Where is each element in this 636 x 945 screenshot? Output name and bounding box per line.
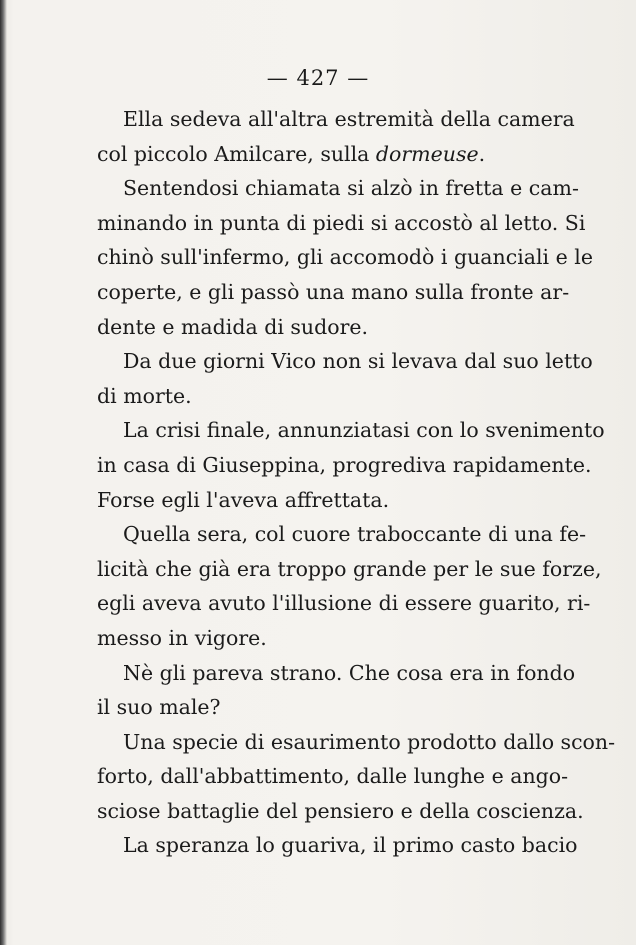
page-number: — 427 — xyxy=(266,66,370,90)
text-line: dente e madida di sudore. xyxy=(97,314,369,339)
text-line: Quella sera, col cuore traboccante di una fe- xyxy=(123,522,587,547)
text-line: Forse egli l'aveva affrettata. xyxy=(97,487,390,512)
page-spine-shadow xyxy=(0,0,7,945)
text-line: Ella sedeva all'altra estremità della camera xyxy=(123,107,575,131)
text-line: egli aveva avuto l'illusione di essere guarito, ri- xyxy=(97,591,591,616)
text-line: di morte. xyxy=(97,383,192,408)
text-line: Nè gli pareva strano. Che cosa era in fondo xyxy=(123,660,576,685)
text-line: La crisi finale, annunziatasi con lo svenimento xyxy=(123,418,605,443)
text-line: La speranza lo guariva, il primo casto bacio xyxy=(123,833,578,858)
text-line: minando in punta di piedi si accostò al letto. Si xyxy=(97,210,586,235)
text-line: chinò sull'infermo, gli accomodò i guanciali e le xyxy=(97,245,593,270)
text-line: messo in vigore. xyxy=(97,625,267,650)
text-line: sciose battaglie del pensiero e della coscienza. xyxy=(97,798,584,823)
body-text xyxy=(97,102,616,863)
text-line: coperte, e gli passò una mano sulla fronte ar- xyxy=(97,279,570,304)
text-line: licità che già era troppo grande per le sue forze, xyxy=(97,556,602,581)
text-line: forto, dall'abbattimento, dalle lunghe e ango- xyxy=(97,764,569,789)
text-line: Da due giorni Vico non si levava dal suo letto xyxy=(123,349,593,374)
text-line: col piccolo Amilcare, sulla dormeuse. xyxy=(97,141,486,166)
italic-word: dormeuse xyxy=(375,141,479,166)
text-line: Sentendosi chiamata si alzò in fretta e cam- xyxy=(123,176,579,201)
text-line: il suo male? xyxy=(97,695,221,720)
text-line: in casa di Giuseppina, progrediva rapidamente. xyxy=(97,452,592,477)
text-line: Una specie di esaurimento prodotto dallo scon- xyxy=(123,729,616,754)
